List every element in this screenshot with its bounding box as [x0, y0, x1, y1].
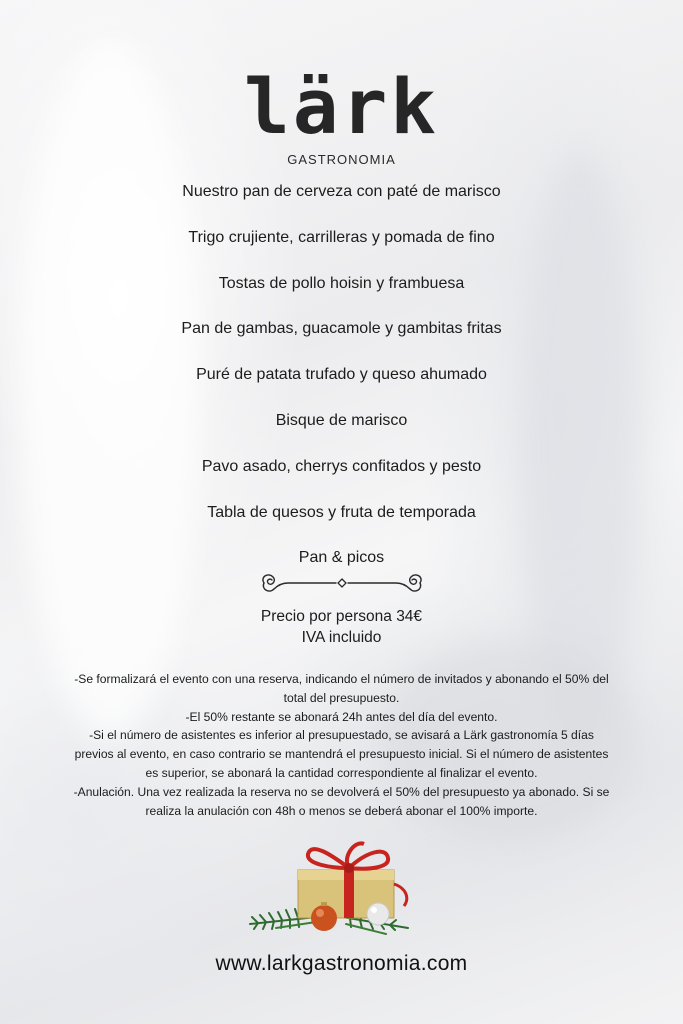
term-item: -Anulación. Una vez realizada la reserva no se devolverá el 50% del presupuesto ya abonado. Si se realiza la anulación con 48h o menos se deberá abonar el 100% importe.: [73, 784, 610, 818]
term-item: -El 50% restante se abonará 24h antes del día del evento.: [185, 709, 498, 724]
terms-block: [70, 670, 613, 820]
dish-item: Pan de gambas, guacamole y gambitas fritas: [181, 320, 502, 338]
dish-item: Nuestro pan de cerveza con paté de marisco: [182, 183, 501, 200]
brand-logo: lärk: [243, 62, 440, 151]
dish-item: Tabla de quesos y fruta de temporada: [207, 503, 476, 521]
flourish-divider-icon: [258, 568, 426, 598]
dish-item: Bisque de marisco: [275, 411, 408, 429]
dish-item: Pan & picos: [298, 549, 385, 567]
tax-note: IVA incluido: [301, 629, 382, 646]
dish-item: Pavo asado, cherrys confitados y pesto: [201, 457, 482, 475]
price-per-person: Precio por persona 34€: [260, 608, 423, 625]
dish-list: [0, 178, 683, 590]
term-item: -Se formalizará el evento con una reserva, indicando el número de invitados y abonando el 50% del total del presupuesto.: [74, 672, 609, 705]
term-item: -Si el número de asistentes es inferior al presupuestado, se avisará a Lärk gastronomía 5 días previos al evento, en caso contrario se mantendrá el presupuesto inicial. Si el número de asistentes es superior, se abonará la cantidad correspondiente al finalizar el evento.: [74, 728, 609, 780]
dish-item: Tostas de pollo hoisin y frambuesa: [218, 274, 465, 292]
dish-item: Puré de patata trufado y queso ahumado: [196, 366, 487, 384]
website-link[interactable]: www.larkgastronomia.com: [215, 952, 468, 975]
gift-box-icon: [246, 832, 414, 944]
price-block: [0, 606, 683, 648]
dish-item: Trigo crujiente, carrilleras y pomada de fino: [188, 228, 495, 246]
brand-subtitle: GASTRONOMIA: [287, 152, 396, 167]
